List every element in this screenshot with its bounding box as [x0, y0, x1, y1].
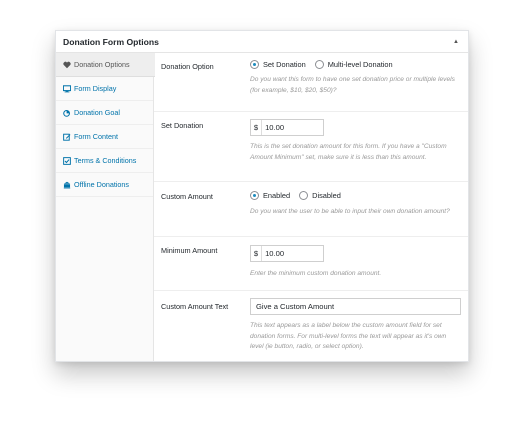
sidebar-item-label: Form Content	[74, 132, 118, 141]
radio-checked-icon[interactable]	[250, 60, 259, 69]
options-content	[154, 53, 468, 362]
sidebar-item-form-content[interactable]	[56, 125, 153, 149]
heart-icon	[62, 60, 71, 69]
currency-symbol: $	[251, 120, 262, 135]
minimum-amount-row	[154, 237, 468, 291]
custom-amount-label: Custom Amount	[161, 192, 213, 201]
collapse-toggle-icon[interactable]: ▲	[453, 38, 459, 45]
custom-amount-description: Do you want the user to be able to input their own donation amount?	[250, 208, 450, 215]
set-donation-row	[154, 112, 468, 182]
donation-option-radio-group	[250, 60, 458, 69]
custom-amount-radio-group	[250, 191, 458, 200]
sidebar-item-label: Donation Options	[74, 60, 130, 69]
monitor-icon	[62, 84, 71, 93]
custom-amount-text-input[interactable]	[250, 298, 461, 315]
panel-header[interactable]	[56, 31, 468, 53]
sidebar-item-donation-options[interactable]	[56, 53, 155, 77]
custom-amount-text-row	[154, 291, 468, 362]
enabled-option-label: Enabled	[263, 191, 291, 200]
options-sidebar	[56, 53, 154, 362]
multi-level-option-label: Multi-level Donation	[327, 60, 393, 69]
radio-unchecked-icon[interactable]	[299, 191, 308, 200]
checklist-icon	[62, 156, 71, 165]
minimum-amount-field[interactable]	[250, 245, 324, 262]
set-donation-label: Set Donation	[161, 121, 204, 130]
custom-amount-row	[154, 182, 468, 237]
set-donation-option-label: Set Donation	[263, 60, 306, 69]
donation-form-options-panel	[55, 30, 469, 362]
sidebar-item-terms-conditions[interactable]	[56, 149, 153, 173]
custom-amount-disabled-radio[interactable]	[299, 191, 341, 200]
sidebar-item-offline-donations[interactable]	[56, 173, 153, 197]
sidebar-item-label: Donation Goal	[74, 108, 120, 117]
custom-amount-text-description: This text appears as a label below the custom amount field for set donation forms. For multi-level forms the text will appear as it's own level (ie button, radio, or select option).	[250, 322, 447, 350]
sidebar-item-form-display[interactable]	[56, 77, 153, 101]
custom-amount-text-label: Custom Amount Text	[161, 302, 229, 311]
minimum-amount-description: Enter the minimum custom donation amount.	[250, 270, 382, 277]
disabled-option-label: Disabled	[312, 191, 341, 200]
set-donation-amount-field[interactable]	[250, 119, 324, 136]
minimum-amount-label: Minimum Amount	[161, 246, 218, 255]
donation-option-row	[154, 53, 468, 112]
sidebar-item-donation-goal[interactable]	[56, 101, 153, 125]
currency-symbol: $	[251, 246, 262, 261]
sidebar-item-label: Offline Donations	[74, 180, 130, 189]
donation-option-label: Donation Option	[161, 62, 214, 71]
set-donation-description: This is the set donation amount for this form. If you have a "Custom Amount Minimum" set, make sure it is less than this amount.	[250, 143, 447, 161]
sidebar-item-label: Terms & Conditions	[74, 156, 137, 165]
sidebar-item-label: Form Display	[74, 84, 117, 93]
edit-icon	[62, 132, 71, 141]
radio-checked-icon[interactable]	[250, 191, 259, 200]
bank-icon	[62, 180, 71, 189]
minimum-amount-input[interactable]	[262, 246, 323, 261]
donation-option-description: Do you want this form to have one set donation price or multiple levels (for example, $10, $20, $50)?	[250, 76, 455, 94]
set-donation-input[interactable]	[262, 120, 323, 135]
multi-level-donation-radio[interactable]	[315, 60, 393, 69]
set-donation-radio[interactable]	[250, 60, 306, 69]
panel-title: Donation Form Options	[63, 36, 159, 47]
radio-unchecked-icon[interactable]	[315, 60, 324, 69]
custom-amount-enabled-radio[interactable]	[250, 191, 290, 200]
chart-icon	[62, 108, 71, 117]
